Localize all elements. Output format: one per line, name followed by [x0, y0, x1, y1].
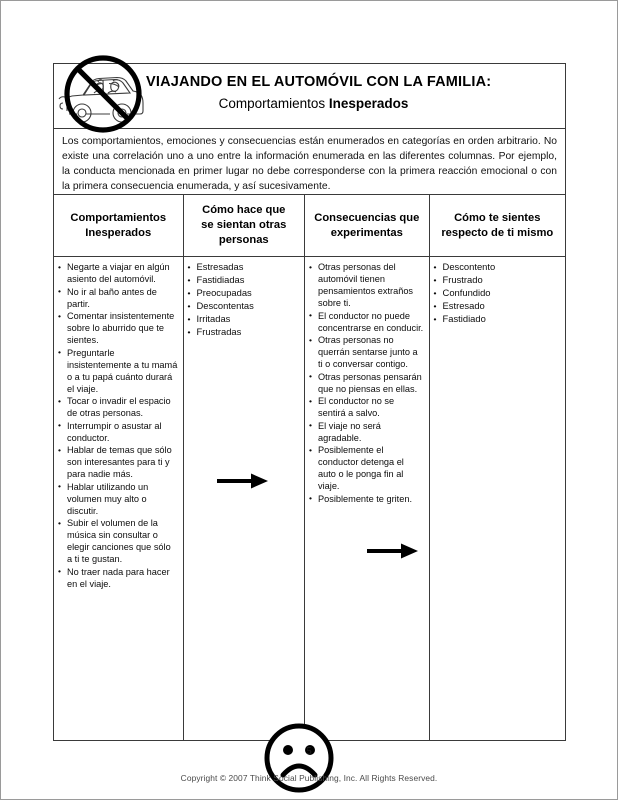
column-header-label: Consecuencias que experimentas: [314, 211, 420, 239]
column-header-label: Cómo hace que se sientan otras personas: [201, 204, 287, 246]
column-body-row: [54, 257, 565, 740]
copyright-notice: Copyright © 2007 Think Social Publishing, Inc. All Rights Reserved.: [180, 773, 438, 783]
column-header-consecuencias: [304, 195, 429, 256]
list-item: • Descontento: [434, 261, 560, 274]
page-subtitle-prefix: Comportamientos: [218, 95, 329, 111]
list-item: • Subir el volumen de la música sin consultar o elegir canciones que sólo a ti te gustan.: [58, 517, 178, 565]
bullet-list-comportamientos: [58, 261, 178, 590]
list-item: • Estresado: [434, 300, 560, 313]
list-item: • Irritadas: [188, 313, 300, 326]
list-item: • Comentar insistentemente sobre lo aburrido que te sientes.: [58, 310, 178, 346]
list-item: • Hablar de temas que sólo son interesantes para ti y para nadie más.: [58, 444, 178, 480]
list-item: • Otras personas del automóvil tienen pensamientos extraños sobre ti.: [309, 261, 424, 309]
right-arrow-icon: [367, 542, 419, 560]
page-subtitle-emphasis: Inesperados: [328, 95, 409, 111]
column-header-comportamientos: [54, 195, 183, 256]
list-item: • No ir al baño antes de partir.: [58, 286, 178, 310]
no-car-icon: [53, 53, 153, 135]
list-item: • Fastidiado: [434, 313, 560, 326]
list-item: • Otras personas no querrán sentarse junto a ti o conversar contigo.: [309, 334, 424, 370]
list-item: • El conductor no se sentirá a salvo.: [309, 395, 424, 419]
worksheet-page: [1, 1, 617, 799]
list-item: • Posiblemente el conductor detenga el auto o le ponga fin al viaje.: [309, 444, 424, 492]
list-item: • Posiblemente te griten.: [309, 493, 424, 505]
list-item: • Hablar utilizando un volumen muy alto o discutir.: [58, 481, 178, 517]
page-subtitle: [142, 94, 559, 114]
intro-row: [54, 129, 565, 195]
list-item: • Confundido: [434, 287, 560, 300]
worksheet-table: [53, 63, 566, 741]
bullet-list-sentimientos: [434, 261, 560, 326]
list-item: • El conductor no puede concentrarse en conducir.: [309, 310, 424, 334]
page-title: VIAJANDO EN EL AUTOMÓVIL CON LA FAMILIA:: [146, 74, 492, 90]
title-block: [142, 72, 559, 113]
intro-paragraph: Los comportamientos, emociones y consecuencias están enumerados en categorías en orden arbitrario. No existe una correlación uno a uno entre la información enumerada en las diferentes columnas. Por ejemplo, la conducta mencionada en primer lugar no debe corresponderse con la primera reacción emocional o con la primera consecuencia enumerada, y así sucesivamente.: [62, 136, 557, 192]
column-body-como-hace-que-se-sientan: [183, 257, 305, 740]
column-body-como-te-sientes: [429, 257, 565, 740]
list-item: • Negarte a viajar en algún asiento del automóvil.: [58, 261, 178, 285]
column-header-label: Cómo te sientes respecto de ti mismo: [441, 211, 554, 239]
column-body-consecuencias: [304, 257, 429, 740]
title-row: [54, 64, 565, 129]
list-item: • Preguntarle insistentemente a tu mamá o a tu papá cuánto durará el viaje.: [58, 347, 178, 395]
list-item: • Frustrado: [434, 274, 560, 287]
bullet-list-emociones: [188, 261, 300, 339]
column-header-como-te-sientes: [429, 195, 565, 256]
column-body-comportamientos: [54, 257, 183, 740]
list-item: • El viaje no será agradable.: [309, 420, 424, 444]
list-item: • Otras personas pensarán que no piensas en ellas.: [309, 371, 424, 395]
list-item: • Descontentas: [188, 300, 300, 313]
list-item: • Estresadas: [188, 261, 300, 274]
list-item: • Tocar o invadir el espacio de otras personas.: [58, 395, 178, 419]
bullet-list-consecuencias: [309, 261, 424, 505]
column-header-label: Comportamientos Inesperados: [70, 211, 167, 239]
list-item: • No traer nada para hacer en el viaje.: [58, 566, 178, 590]
page-number: 5: [306, 745, 312, 757]
right-arrow-icon: [217, 472, 269, 490]
list-item: • Fastidiadas: [188, 274, 300, 287]
column-header-row: [54, 195, 565, 257]
list-item: • Frustradas: [188, 326, 300, 339]
sad-face-icon: [263, 723, 335, 797]
list-item: • Preocupadas: [188, 287, 300, 300]
column-header-como-hace-que-se-sientan: [183, 195, 305, 256]
list-item: • Interrumpir o asustar al conductor.: [58, 420, 178, 444]
